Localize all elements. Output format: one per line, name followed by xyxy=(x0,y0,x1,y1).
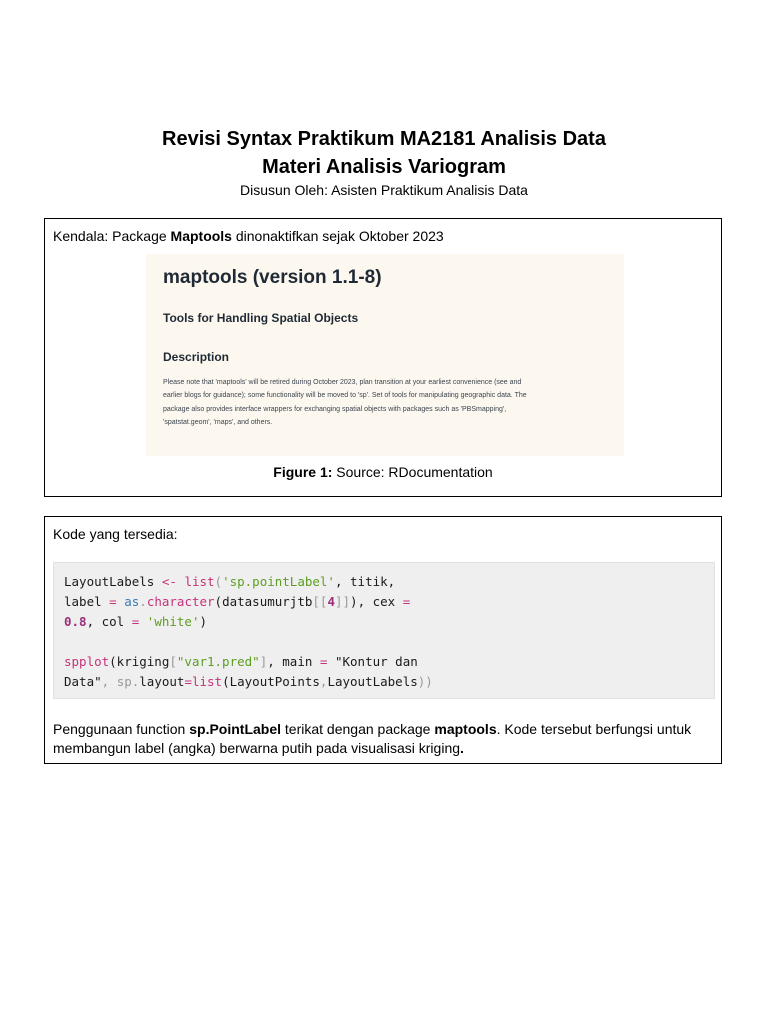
code-token: <- xyxy=(161,574,177,589)
maptools-package-name: Maptools xyxy=(170,228,232,244)
kode-description xyxy=(53,720,713,758)
code-token: = xyxy=(131,614,140,629)
code-token: Data" xyxy=(64,674,102,689)
code-token: )) xyxy=(417,674,433,689)
code-line xyxy=(64,594,410,609)
code-token: = xyxy=(402,594,411,609)
code-token xyxy=(139,614,147,629)
code-token: ] xyxy=(259,654,268,669)
code-token: label xyxy=(64,594,110,609)
code-token: (kriging xyxy=(109,654,170,669)
screenshot-description-line: 'spatstat.geom', 'maps', and others. xyxy=(163,419,273,427)
code-token: (datasumurjtb xyxy=(214,594,313,609)
code-token: spplot xyxy=(64,654,110,669)
kode-intro: Kode yang tersedia: xyxy=(53,526,178,542)
code-token: [[ xyxy=(312,594,328,609)
code-line xyxy=(64,574,395,589)
code-token: list xyxy=(184,574,215,589)
figure-caption-label: Figure 1: xyxy=(273,464,333,480)
code-line xyxy=(64,654,418,669)
code-token: = xyxy=(319,654,328,669)
screenshot-description-line: earlier blogs for guidance); some functionality will be moved to 'sp'. Set of tools for manipulating geographic data. The xyxy=(163,392,527,400)
kode-section xyxy=(44,516,722,764)
code-token: , titik, xyxy=(334,574,396,589)
figure-caption xyxy=(45,464,721,480)
code-token: ]] xyxy=(334,594,351,609)
rdocumentation-screenshot xyxy=(146,254,624,456)
code-token: ) xyxy=(199,614,208,629)
screenshot-description xyxy=(163,376,613,430)
kendala-suffix: dinonaktifkan sejak Oktober 2023 xyxy=(231,228,444,244)
code-token: [ xyxy=(169,654,177,669)
code-token: "var1.pred" xyxy=(176,654,260,669)
code-token: 0.8 xyxy=(64,614,87,629)
code-token: 4 xyxy=(327,594,335,609)
code-token: . xyxy=(139,594,147,609)
document-subtitle: Disusun Oleh: Asisten Praktikum Analisis Data xyxy=(240,182,528,198)
code-token: "Kontur dan xyxy=(327,654,418,669)
document-title-line1: Revisi Syntax Praktikum MA2181 Analisis Data xyxy=(162,128,606,150)
code-token: = xyxy=(109,594,117,609)
code-token: as xyxy=(124,594,140,609)
code-token: , col xyxy=(86,614,132,629)
code-token: list xyxy=(191,674,223,689)
screenshot-title: maptools (version 1.1-8) xyxy=(163,267,382,288)
code-token: LayoutLabels xyxy=(327,674,418,689)
desc-prefix: Penggunaan function xyxy=(53,721,190,737)
code-token: , sp. xyxy=(101,674,140,689)
code-line xyxy=(64,674,433,689)
kendala-text xyxy=(53,228,444,244)
code-token: character xyxy=(146,594,215,609)
code-token: ( xyxy=(214,574,223,589)
kendala-section xyxy=(44,218,722,497)
code-token: LayoutLabels xyxy=(64,574,162,589)
code-line xyxy=(64,614,207,629)
screenshot-description-line: Please note that 'maptools' will be retired during October 2023, plan transition at your earliest convenience (see and xyxy=(163,379,522,386)
code-token: ), cex xyxy=(350,594,403,609)
document-title-line2: Materi Analisis Variogram xyxy=(262,156,506,178)
code-token: = xyxy=(184,674,192,689)
desc-mid: terikat dengan package xyxy=(281,721,435,737)
maptools-package-name: maptools xyxy=(434,721,497,737)
sp-pointlabel-function-name: sp.PointLabel xyxy=(189,721,282,737)
desc-end: . xyxy=(460,740,464,756)
code-token: , xyxy=(319,674,328,689)
code-block xyxy=(53,562,715,699)
desc-suffix: . Kode tersebut berfungsi untuk membangun label (angka) berwarna putih pada visualisasi kriging xyxy=(53,721,692,756)
screenshot-subtitle: Tools for Handling Spatial Objects xyxy=(163,311,359,325)
screenshot-description-heading: Description xyxy=(163,350,230,364)
code-token: , main xyxy=(267,654,320,669)
figure-caption-text: Source: RDocumentation xyxy=(332,464,493,480)
code-token: (LayoutPoints xyxy=(222,674,320,689)
screenshot-description-line: package also provides interface wrappers for exchanging spatial objects with packages such as 'PBSmapping', xyxy=(163,405,507,413)
kendala-prefix: Kendala: Package xyxy=(53,228,171,244)
code-token: layout xyxy=(139,674,185,689)
code-token: 'white' xyxy=(146,614,200,629)
code-token: 'sp.pointLabel' xyxy=(222,574,335,589)
